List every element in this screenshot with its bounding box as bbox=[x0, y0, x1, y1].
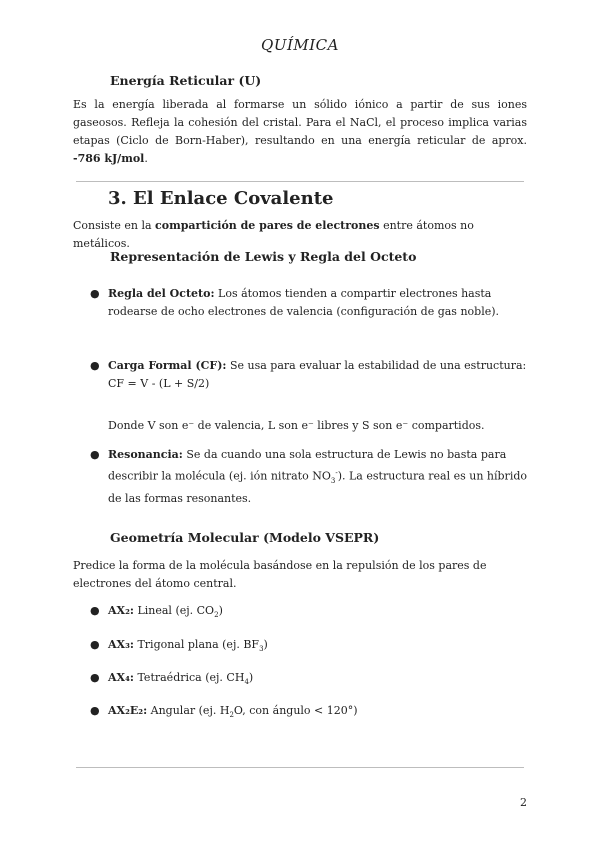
covalent-intro bbox=[73, 217, 527, 253]
vsepr-intro: Predice la forma de la molécula basándose en la repulsión de los pares de electrones del átomo central. bbox=[73, 559, 487, 590]
vsepr-item-end: O, con ángulo < 120°) bbox=[233, 704, 358, 717]
formal-formula: CF = V - (L + S/2) bbox=[108, 377, 210, 390]
vsepr-item-label: AX₂: bbox=[108, 604, 134, 617]
formal-label: Carga Formal (CF): bbox=[108, 359, 227, 372]
covalent-intro-bold: compartición de pares de electrones bbox=[155, 219, 380, 232]
bullet-octet-rule bbox=[90, 285, 530, 321]
section-title-covalent: 3. El Enlace Covalente bbox=[108, 188, 334, 209]
vsepr-item-sub: 2 bbox=[229, 711, 234, 720]
bullet-dot-icon: ● bbox=[90, 287, 100, 300]
vsepr-item-label: AX₄: bbox=[108, 671, 134, 684]
resonance-sub: 3 bbox=[330, 476, 336, 485]
formal-text: Se usa para evaluar la estabilidad de una estructura: bbox=[226, 359, 527, 372]
lewis-heading: Representación de Lewis y Regla del Octeto bbox=[110, 249, 417, 264]
bullet-dot-icon: ● bbox=[90, 704, 100, 717]
octet-text: Los átomos tienden a compartir electrones hasta rodearse de ocho electrones de valencia (configuración de gas noble). bbox=[108, 287, 500, 318]
bullet-dot-icon: ● bbox=[90, 638, 100, 651]
vsepr-item bbox=[90, 636, 530, 658]
vsepr-item-label: AX₂E₂: bbox=[108, 704, 148, 717]
covalent-intro-end: entre átomos no metálicos. bbox=[73, 219, 474, 250]
vsepr-item-label: AX₃: bbox=[108, 638, 134, 651]
bullet-dot-icon: ● bbox=[90, 359, 100, 372]
section-divider-top bbox=[76, 181, 524, 182]
vsepr-item-end: ) bbox=[248, 671, 254, 684]
bullet-dot-icon: ● bbox=[90, 448, 100, 461]
bullet-dot-icon: ● bbox=[90, 604, 100, 617]
bullet-dot-icon: ● bbox=[90, 671, 100, 684]
lattice-text: Es la energía liberada al formarse un sólido iónico a partir de sus iones gaseosos. Refleja la cohesión del cristal. Para el NaCl, el proceso implica varias etapas (Ciclo de Born-Haber), resultando en una energía reticular de aprox. bbox=[73, 98, 527, 147]
page-header-title: QUÍMICA bbox=[261, 36, 339, 54]
vsepr-item-end: ) bbox=[218, 604, 223, 617]
vsepr-heading: Geometría Molecular (Modelo VSEPR) bbox=[110, 530, 380, 545]
resonance-text-end: ). La estructura real es un híbrido de las formas resonantes. bbox=[108, 469, 528, 505]
formal-charge-note: Donde V son e⁻ de valencia, L son e⁻ libres y S son e⁻ compartidos. bbox=[108, 419, 485, 432]
lattice-energy-paragraph bbox=[73, 96, 527, 168]
section-divider-bottom bbox=[76, 767, 524, 768]
resonance-label: Resonancia: bbox=[108, 448, 183, 461]
vsepr-item bbox=[90, 669, 530, 691]
octet-label: Regla del Octeto: bbox=[108, 287, 215, 300]
bullet-resonance bbox=[90, 446, 530, 508]
vsepr-item-sub: 4 bbox=[244, 678, 249, 687]
vsepr-item bbox=[90, 702, 530, 724]
page-number: 2 bbox=[520, 796, 527, 809]
vsepr-item-text: Tetraédrica (ej. CH bbox=[133, 671, 245, 684]
bullet-formal-charge bbox=[90, 357, 530, 393]
vsepr-item bbox=[90, 602, 530, 624]
vsepr-item-text: Lineal (ej. CO bbox=[133, 604, 215, 617]
lattice-text-end: . bbox=[144, 152, 148, 165]
vsepr-item-text: Angular (ej. H bbox=[147, 704, 230, 717]
vsepr-item-sub: 2 bbox=[214, 611, 219, 620]
lattice-energy-heading: Energía Reticular (U) bbox=[110, 73, 262, 88]
covalent-intro-text: Consiste en la bbox=[73, 219, 156, 232]
vsepr-item-end: ) bbox=[263, 638, 268, 651]
vsepr-item-text: Trigonal plana (ej. BF bbox=[133, 638, 260, 651]
lattice-value: -786 kJ/mol bbox=[73, 152, 145, 165]
resonance-sup: - bbox=[335, 469, 338, 477]
resonance-text: Se da cuando una sola estructura de Lewis no basta para describir la molécula (ej. ión nitrato NO bbox=[108, 448, 507, 483]
vsepr-item-sub: 3 bbox=[259, 645, 264, 654]
